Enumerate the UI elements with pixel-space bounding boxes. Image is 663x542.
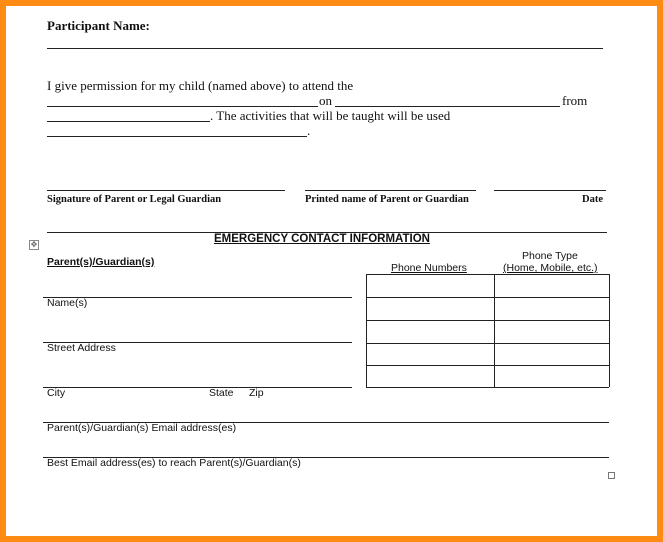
table-border bbox=[609, 274, 610, 387]
date-label: Date bbox=[582, 194, 603, 205]
phone-type-cell[interactable] bbox=[496, 345, 607, 364]
table-border bbox=[366, 365, 609, 366]
phone-number-cell[interactable] bbox=[368, 299, 492, 319]
from-line[interactable] bbox=[47, 121, 210, 122]
activities-line[interactable] bbox=[47, 136, 307, 137]
phone-number-cell[interactable] bbox=[368, 322, 492, 342]
parents-label: Parent(s)/Guardian(s) bbox=[47, 256, 155, 268]
city-line[interactable] bbox=[43, 387, 352, 388]
email-label: Parent(s)/Guardian(s) Email address(es) bbox=[47, 422, 237, 434]
from-label: from bbox=[562, 93, 588, 108]
document-page bbox=[6, 6, 657, 536]
name-label: Name(s) bbox=[47, 297, 88, 309]
best-email-label: Best Email address(es) to reach Parent(s)/Guardian(s) bbox=[47, 457, 301, 469]
table-border bbox=[366, 274, 367, 387]
phone-type-header-line1: Phone Type bbox=[522, 250, 578, 262]
date-line[interactable] bbox=[494, 190, 606, 191]
phone-type-header-line2: (Home, Mobile, etc.) bbox=[503, 262, 598, 274]
parent-signature-line[interactable] bbox=[47, 190, 285, 191]
phone-type-cell[interactable] bbox=[496, 367, 607, 386]
activities-text: . The activities that will be taught will be used bbox=[210, 108, 451, 123]
phone-type-cell[interactable] bbox=[496, 299, 607, 319]
printed-name-label: Printed name of Parent or Guardian bbox=[305, 194, 469, 205]
event-date-line[interactable] bbox=[335, 106, 560, 107]
participant-label: Participant Name: bbox=[47, 18, 150, 33]
parent-signature-label: Signature of Parent or Legal Guardian bbox=[47, 194, 222, 205]
resize-handle-icon[interactable] bbox=[608, 472, 615, 479]
phone-type-cell[interactable] bbox=[496, 322, 607, 342]
table-border bbox=[494, 274, 495, 387]
phone-type-cell[interactable] bbox=[496, 276, 607, 296]
street-label: Street Address bbox=[47, 342, 116, 354]
phone-number-cell[interactable] bbox=[368, 367, 492, 386]
city-label: City bbox=[47, 387, 66, 399]
table-border bbox=[366, 320, 609, 321]
participant-name-line[interactable] bbox=[47, 48, 603, 49]
phone-number-cell[interactable] bbox=[368, 345, 492, 364]
event-name-line[interactable] bbox=[47, 106, 318, 107]
zip-label: Zip bbox=[249, 387, 264, 399]
period-text: . bbox=[307, 123, 311, 138]
state-label: State bbox=[209, 387, 234, 399]
on-label: on bbox=[319, 93, 332, 108]
phone-numbers-header: Phone Numbers bbox=[391, 262, 467, 274]
emergency-heading: EMERGENCY CONTACT INFORMATION bbox=[214, 233, 430, 245]
table-border bbox=[366, 297, 609, 298]
printed-name-line[interactable] bbox=[305, 190, 476, 191]
table-border bbox=[366, 387, 609, 388]
table-border bbox=[366, 343, 609, 344]
table-border bbox=[366, 274, 609, 275]
phone-number-cell[interactable] bbox=[368, 276, 492, 296]
permission-text: I give permission for my child (named above) to attend the bbox=[47, 78, 354, 93]
name-line[interactable] bbox=[43, 297, 352, 298]
move-handle-icon[interactable]: ✥ bbox=[30, 240, 38, 249]
